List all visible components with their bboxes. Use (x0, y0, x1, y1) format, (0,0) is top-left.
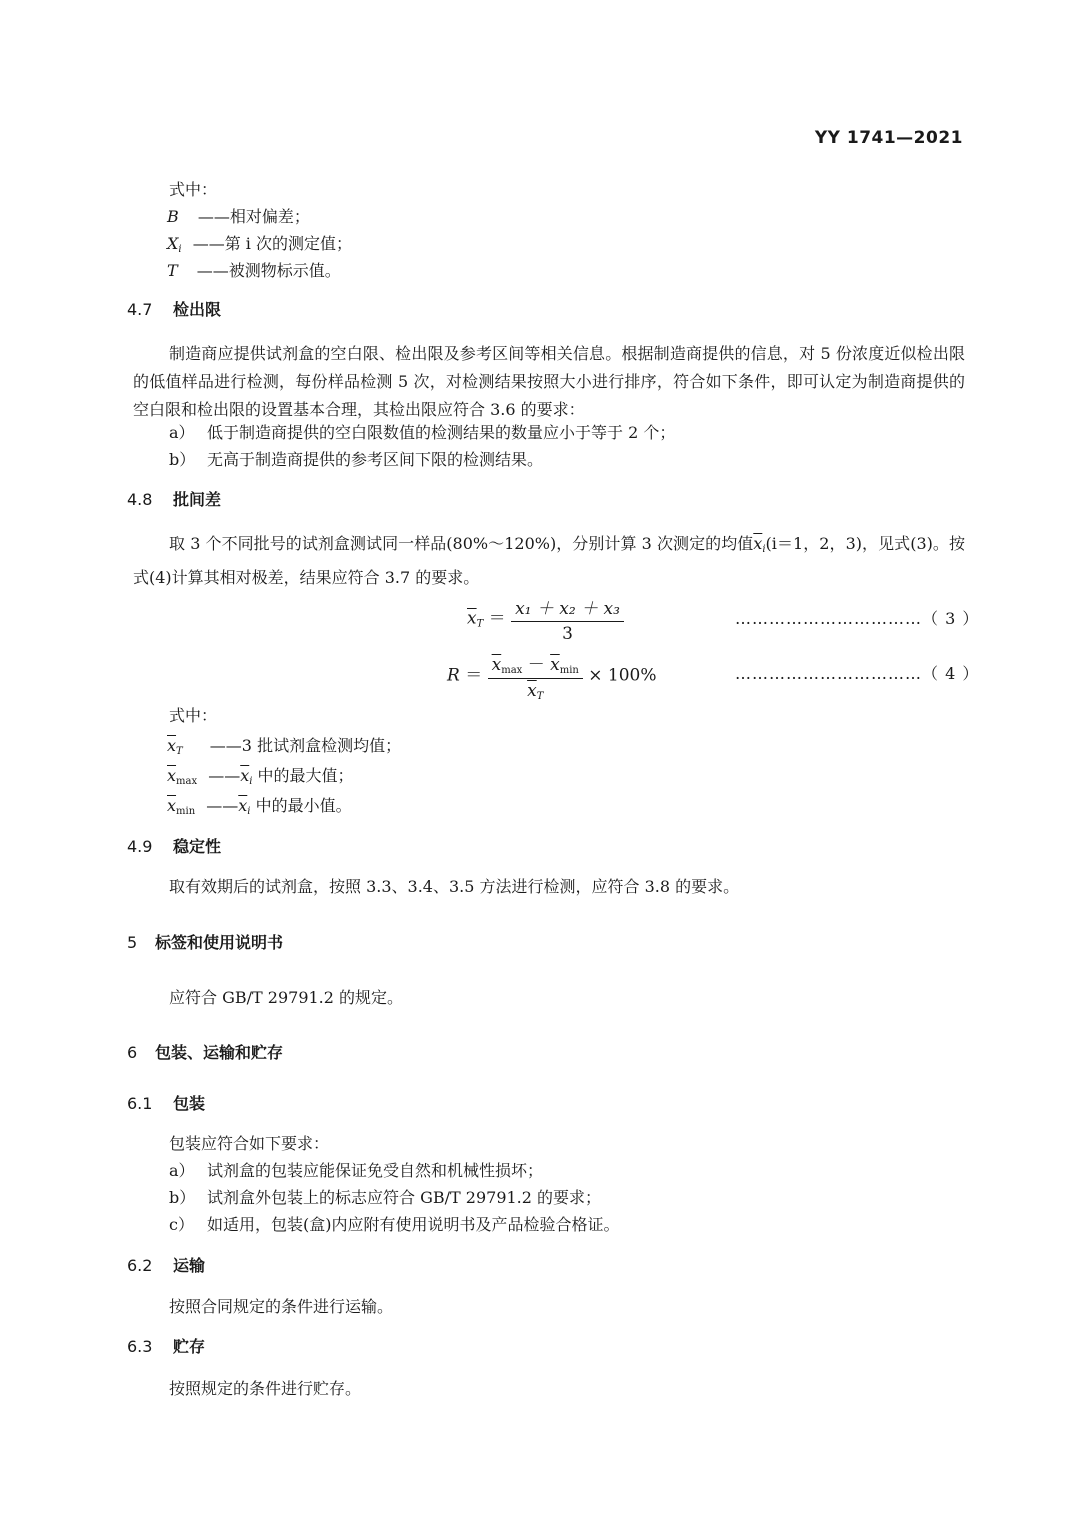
equation-3: $\overline{x}_T$ ＝ $\frac{\text{x₁ ＋ x₂ ＋ x₃}}{3}$ (467, 594, 624, 644)
chapter-heading-6: 6 包装、运输和贮存 (127, 1043, 284, 1062)
section-6-3-paragraph: 按照规定的条件进行贮存。 (169, 1379, 362, 1398)
list-item: a） 试剂盒的包装应能保证免受自然和机械性损坏； (169, 1161, 544, 1180)
section-6-2-paragraph: 按照合同规定的条件进行运输。 (169, 1297, 394, 1316)
section-4-9-paragraph: 取有效期后的试剂盒，按照 3.3、3.4、3.5 方法进行检测，应符合 3.8 的要求。 (169, 877, 740, 896)
section-6-1-paragraph: 包装应符合如下要求： (169, 1134, 330, 1153)
chapter-5-paragraph: 应符合 GB/T 29791.2 的规定。 (169, 988, 404, 1007)
chapter-heading-5: 5 标签和使用说明书 (127, 933, 284, 952)
where-label: 式中： (169, 706, 218, 725)
equation-number-4: ……………………………（ 4 ） (735, 664, 980, 683)
definition-xmax: $\overline{x}_{max}$ $——\overline{x}i$ 中的最大值； (167, 766, 354, 787)
section-heading-4-8: 4.8 批间差 (127, 490, 222, 509)
section-heading-4-9: 4.9 稳定性 (127, 837, 222, 856)
section-heading-4-7: 4.7 检出限 (127, 300, 222, 319)
equation-4: R ＝ $\frac{\overline{x}_{max} - \overline{x}_{min}}{\overline{x}T}$ × 100% (447, 650, 657, 702)
definition-xi: Xi ——第 i 次的测定值； (167, 234, 352, 255)
definition-xt: $\overline{x}T$ ——3 批试剂盒检测均值； (167, 736, 402, 757)
equation-number-3: ……………………………（ 3 ） (735, 609, 980, 628)
section-heading-6-2: 6.2 运输 (127, 1256, 206, 1275)
list-item: b） 试剂盒外包装上的标志应符合 GB/T 29791.2 的要求； (169, 1188, 602, 1207)
definition-b: B ——相对偏差； (167, 207, 310, 226)
where-label: 式中： (169, 180, 218, 199)
section-4-7-paragraph: 制造商应提供试剂盒的空白限、检出限及参考区间等相关信息。根据制造商提供的信息，对 5 份浓度近似检出限的低值样品进行检测，每份样品检测 5 次，对检测结果按照大小进行排序，符合如下条件，即可认定为制造商提供的空白限和检出限的设置基本合理，其检出限应符合 3.6 的要求： (133, 344, 965, 419)
section-heading-6-3: 6.3 贮存 (127, 1337, 206, 1356)
section-heading-6-1: 6.1 包装 (127, 1094, 206, 1113)
list-item: a） 低于制造商提供的空白限数值的检测结果的数量应小于等于 2 个； (169, 423, 676, 442)
list-item: b） 无高于制造商提供的参考区间下限的检测结果。 (169, 450, 544, 469)
standard-number: YY 1741—2021 (814, 128, 963, 148)
definition-t: T ——被测物标示值。 (167, 261, 341, 280)
section-4-8-paragraph: 取 3 个不同批号的试剂盒测试同一样品(80%～120%)，分别计算 3 次测定的均值$\overline{x}i(i=1$，2，3)，见式(3)。按式(4)计算其相对极差，结果应符合 3.7 的要求。 (133, 534, 965, 587)
list-item: c） 如适用，包装(盒)内应附有使用说明书及产品检验合格证。 (169, 1215, 620, 1234)
definition-xmin: $\overline{x}_{min}$ $——\overline{x}i$ 中的最小值。 (167, 796, 352, 817)
